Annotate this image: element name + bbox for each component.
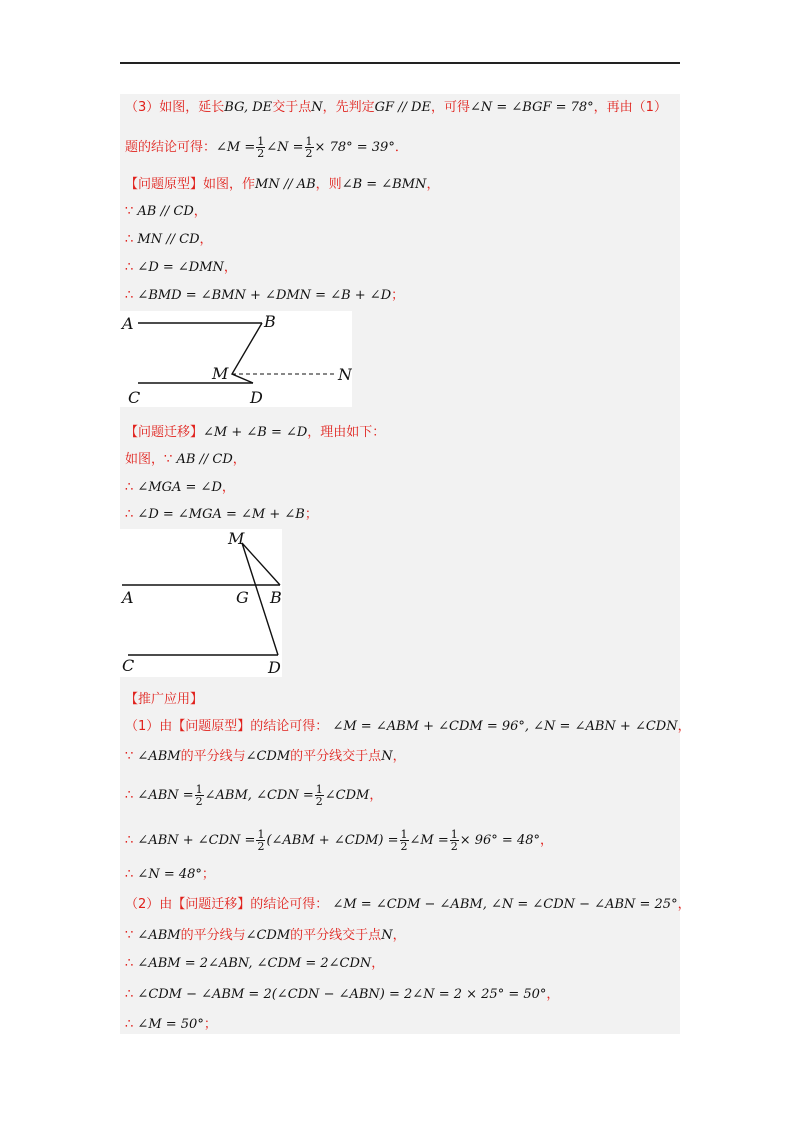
header-rule: [120, 62, 680, 64]
line-ext2-4: ∴ ∠CDM − ∠ABM = 2(∠CDN − ∠ABN) = 2∠N = 2 × 25° = 50°，: [125, 987, 560, 1002]
label-G: G: [236, 588, 249, 607]
label-B: B: [264, 312, 276, 331]
fraction-half: $\frac{1}{2}$: [315, 783, 323, 808]
figure-transfer-svg: [120, 529, 282, 677]
label-M: M: [212, 364, 229, 383]
line-transfer-3: ∴ ∠D = ∠MGA = ∠M + ∠B；: [125, 507, 318, 522]
label-A: A: [122, 314, 134, 333]
line-ext1-1: （1）由【问题原型】的结论可得： ∠M = ∠ABM + ∠CDM = 96°, ∠N = ∠ABN + ∠CDN，: [125, 719, 691, 734]
label-B: B: [270, 588, 282, 607]
label-N: N: [338, 365, 352, 384]
figure-prototype-svg: [120, 311, 352, 407]
label-A: A: [122, 588, 134, 607]
line-ext1-2: ∵ ∠ABM的平分线与∠CDM的平分线交于点N，: [125, 749, 406, 764]
label-D: D: [268, 658, 281, 677]
figure-prototype: [120, 311, 352, 407]
line-prototype-3: ∴ ∠D = ∠DMN，: [125, 260, 237, 275]
line-prototype-title: 【问题原型】如图，作MN // AB，则∠B = ∠BMN，: [125, 177, 440, 192]
fraction-half: $\frac{1}{2}$: [257, 135, 265, 160]
figure-transfer: [120, 529, 282, 677]
line-ext2-2: ∵ ∠ABM的平分线与∠CDM的平分线交于点N，: [125, 928, 406, 943]
line-ext2-5: ∴ ∠M = 50°；: [125, 1017, 217, 1032]
label-C: C: [122, 656, 135, 675]
fraction-half: $\frac{1}{2}$: [305, 135, 313, 160]
label-C: C: [128, 388, 141, 407]
line-ext2-1: （2）由【问题迁移】的结论可得： ∠M = ∠CDM − ∠ABM, ∠N = ∠CDN − ∠ABN = 25°，: [125, 897, 691, 912]
line-ext1-3: ∴ ∠ABN = $\frac{1}{2}$ ∠ABM, ∠CDN = $\frac{1}{2}$ ∠CDM，: [125, 783, 383, 808]
line-transfer-title: 【问题迁移】∠M + ∠B = ∠D，理由如下：: [125, 425, 386, 440]
line-prototype-1: ∵ AB // CD，: [125, 204, 207, 219]
line-ext1-5: ∴ ∠N = 48°；: [125, 867, 215, 882]
label-D: D: [250, 388, 263, 407]
line-transfer-2: ∴ ∠MGA = ∠D，: [125, 480, 235, 495]
fraction-half: $\frac{1}{2}$: [450, 828, 458, 853]
line-transfer-1: 如图，∵ AB // CD，: [125, 452, 246, 467]
fraction-half: $\frac{1}{2}$: [195, 783, 203, 808]
line-ext1-4: ∴ ∠ABN + ∠CDN = $\frac{1}{2}$ (∠ABM + ∠CDM) = $\frac{1}{2}$ ∠M = $\frac{1}{2}$ × 96° = 48°，: [125, 828, 554, 853]
line-prototype-4: ∴ ∠BMD = ∠BMN + ∠DMN = ∠B + ∠D；: [125, 288, 405, 303]
fraction-half: $\frac{1}{2}$: [257, 828, 265, 853]
line-part3-a: （3）如图，延长BG, DE交于点N，先判定GF // DE，可得∠N = ∠BGF = 78°，再由（1）: [125, 100, 667, 115]
line-prototype-2: ∴ MN // CD，: [125, 232, 213, 247]
line-part3-b: 题的结论可得：∠M = $\frac{1}{2}$ ∠N = $\frac{1}{2}$ × 78° = 39°．: [125, 135, 408, 160]
line-extension-title: 【推广应用】: [125, 692, 204, 707]
line-ext2-3: ∴ ∠ABM = 2∠ABN, ∠CDM = 2∠CDN，: [125, 956, 385, 971]
fraction-half: $\frac{1}{2}$: [400, 828, 408, 853]
label-M: M: [228, 529, 245, 548]
